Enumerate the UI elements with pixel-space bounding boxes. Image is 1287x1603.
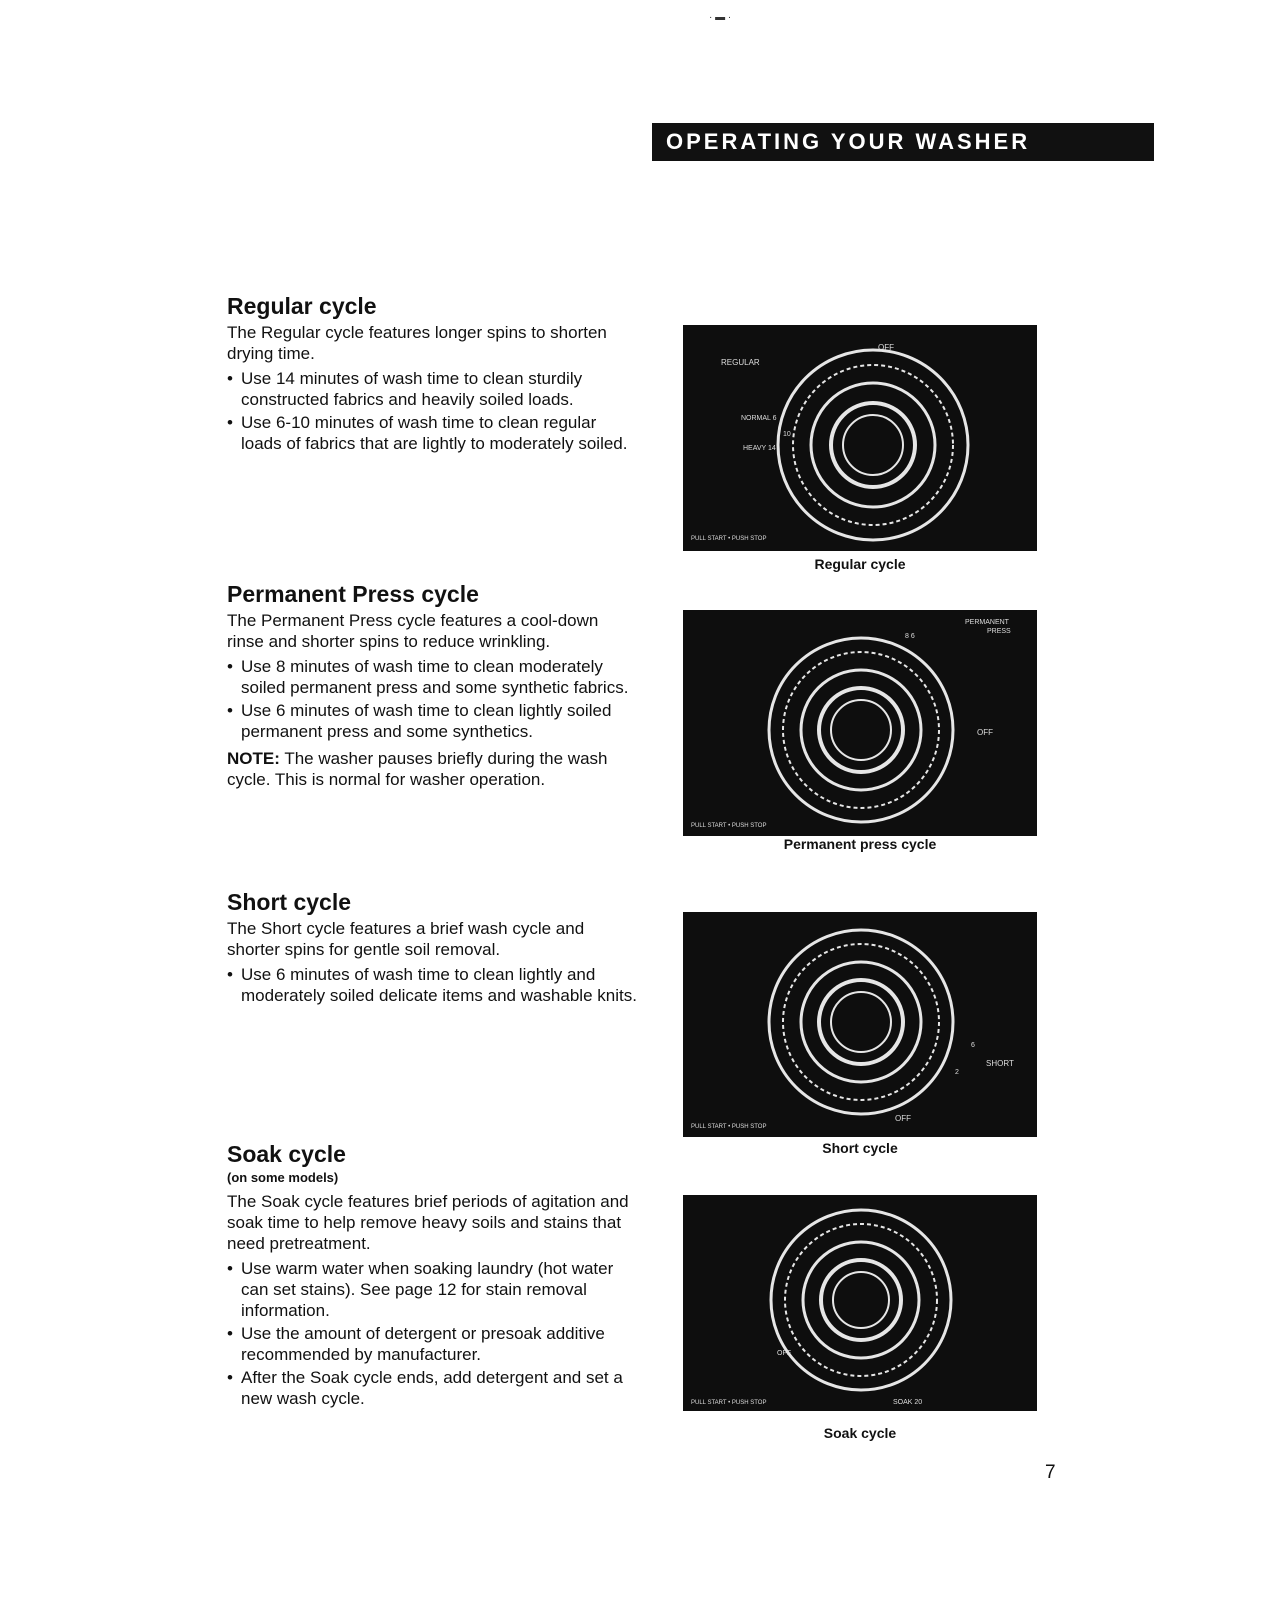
page-number: 7 — [1045, 1462, 1056, 1483]
dial-label-off: OFF — [895, 1114, 911, 1123]
permanent-caption: Permanent press cycle — [783, 836, 937, 852]
permanent-section — [227, 580, 637, 794]
list-item: • After the Soak cycle ends, add detergent and set a new wash cycle. — [227, 1367, 637, 1409]
short-section — [227, 888, 637, 1012]
list-item: • Use 6-10 minutes of wash time to clean regular loads of fabrics that are lightly to moderately soiled. — [227, 412, 637, 454]
regular-bullets — [227, 368, 637, 454]
soak-bullets — [227, 1258, 637, 1409]
dial-knob-icon — [771, 1210, 951, 1390]
short-dial-image — [683, 912, 1037, 1137]
section-banner: OPERATING YOUR WASHER — [652, 123, 1154, 161]
soak-title: Soak cycle — [227, 1141, 346, 1167]
list-item: • Use 14 minutes of wash time to clean sturdily constructed fabrics and heavily soiled loads. — [227, 368, 637, 410]
dial-label-two: 2 — [955, 1069, 959, 1076]
soak-caption: Soak cycle — [823, 1425, 897, 1441]
dial-label-soak: SOAK 20 — [893, 1399, 923, 1406]
dial-label-off: OFF — [777, 1350, 791, 1357]
dial-label-press: PRESS — [987, 628, 1011, 635]
soak-section — [227, 1140, 637, 1415]
regular-caption: Regular cycle — [814, 556, 906, 572]
regular-title: Regular cycle — [227, 293, 377, 319]
permanent-note — [227, 748, 637, 790]
dial-label-short: SHORT — [986, 1059, 1014, 1068]
list-item: • Use 8 minutes of wash time to clean moderately soiled permanent press and some synthetic fabrics. — [227, 656, 637, 698]
dial-label-heavy: HEAVY 14 — [743, 445, 776, 452]
note-text: The washer pauses briefly during the wash cycle. This is normal for washer operation. — [227, 749, 608, 789]
regular-intro: The Regular cycle features longer spins to shorten drying time. — [227, 323, 607, 363]
short-intro: The Short cycle features a brief wash cycle and shorter spins for gentle soil removal. — [227, 919, 585, 959]
dial-label-off: OFF — [977, 728, 993, 737]
dial-label-six: 6 — [971, 1042, 975, 1049]
permanent-dial-image — [683, 610, 1037, 836]
short-caption: Short cycle — [822, 1140, 898, 1156]
dial-knob-icon — [778, 350, 968, 540]
soak-intro: The Soak cycle features brief periods of agitation and soak time to help remove heavy soils and stains that need pretreatment. — [227, 1192, 629, 1253]
note-label: NOTE: — [227, 749, 280, 768]
soak-subtitle: (on some models) — [227, 1170, 339, 1185]
dial-knob-icon — [769, 638, 953, 822]
dial-footer: PULL START • PUSH STOP — [691, 823, 767, 829]
dial-label-nums: 8 6 — [905, 633, 915, 640]
list-item: • Use 6 minutes of wash time to clean lightly soiled permanent press and some synthetics. — [227, 700, 637, 742]
dial-label-ten: 10 — [783, 431, 791, 438]
regular-dial-image — [683, 325, 1037, 551]
list-item: • Use 6 minutes of wash time to clean lightly and moderately soiled delicate items and washable knits. — [227, 964, 637, 1006]
short-title: Short cycle — [227, 889, 351, 915]
permanent-intro: The Permanent Press cycle features a cool-down rinse and shorter spins to reduce wrinkling. — [227, 611, 599, 651]
dial-label-off: OFF — [878, 343, 894, 352]
dial-label-permanent: PERMANENT — [965, 619, 1009, 626]
dial-footer: PULL START • PUSH STOP — [691, 1124, 767, 1130]
dial-footer: PULL START • PUSH STOP — [691, 1400, 767, 1406]
dial-label-regular: REGULAR — [721, 358, 760, 367]
regular-section — [227, 292, 637, 460]
soak-dial-image — [683, 1195, 1037, 1411]
permanent-bullets — [227, 656, 637, 742]
dial-footer: PULL START • PUSH STOP — [691, 536, 767, 542]
dial-label-normal: NORMAL 6 — [741, 415, 777, 422]
dial-knob-icon — [769, 930, 953, 1114]
permanent-title: Permanent Press cycle — [227, 581, 479, 607]
list-item: • Use the amount of detergent or presoak additive recommended by manufacturer. — [227, 1323, 637, 1365]
list-item: • Use warm water when soaking laundry (hot water can set stains). See page 12 for stain removal information. — [227, 1258, 637, 1321]
top-mark: · ▬ · — [709, 12, 732, 23]
short-bullets — [227, 964, 637, 1006]
